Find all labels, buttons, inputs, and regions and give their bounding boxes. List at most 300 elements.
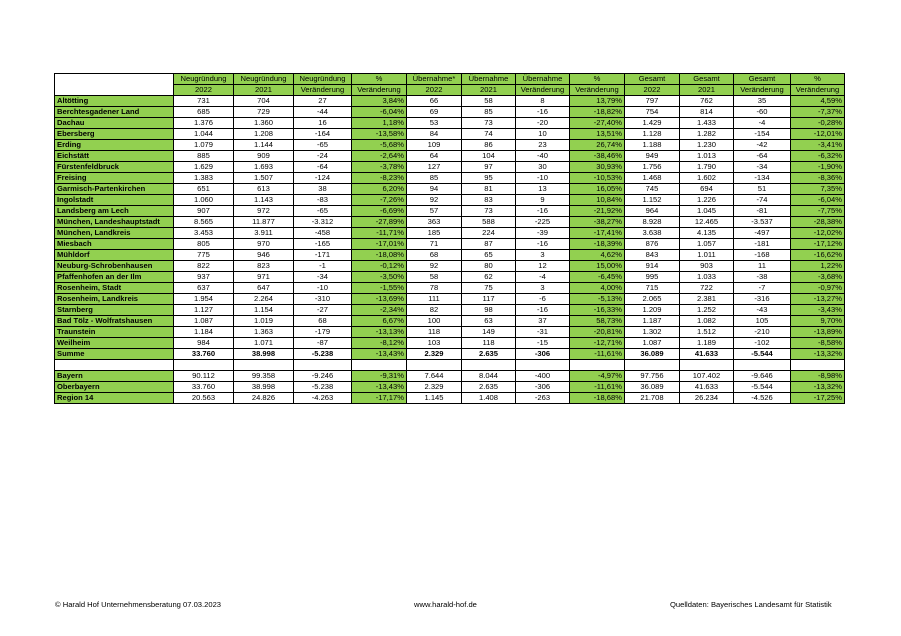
percent-cell: -16,62% [791,250,845,261]
value-cell: 63 [462,316,516,327]
value-cell: 13 [516,184,570,195]
percent-cell: -7,26% [352,195,407,206]
value-cell: -1 [294,261,352,272]
row-label: Altötting [55,96,174,107]
value-cell: 762 [680,96,734,107]
value-cell: 3 [516,283,570,294]
percent-cell: -20,81% [570,327,625,338]
value-cell: 972 [234,206,294,217]
empty-cell [294,360,352,371]
column-header: Übernahme* [407,74,462,85]
value-cell: 117 [462,294,516,305]
row-label: Dachau [55,118,174,129]
value-cell: 104 [462,151,516,162]
percent-cell: -13,27% [791,294,845,305]
value-cell: 100 [407,316,462,327]
value-cell: -15 [516,338,570,349]
sum-row [55,349,845,360]
percent-cell: -27,89% [352,217,407,228]
row-label: Freising [55,173,174,184]
value-cell: 885 [174,151,234,162]
table-row [55,96,845,107]
value-cell: 903 [680,261,734,272]
value-cell: -3.537 [734,217,791,228]
value-cell: 1.302 [625,327,680,338]
value-cell: 1.187 [625,316,680,327]
column-header: 2021 [234,85,294,96]
percent-cell: -13,32% [791,349,845,360]
column-header: % [570,74,625,85]
value-cell: -64 [294,162,352,173]
value-cell: 94 [407,184,462,195]
percent-cell: 1,22% [791,261,845,272]
value-cell: 647 [234,283,294,294]
empty-cell [462,360,516,371]
table-row [55,206,845,217]
value-cell: -20 [516,118,570,129]
value-cell: -4 [516,272,570,283]
percent-cell: 4,59% [791,96,845,107]
value-cell: 74 [462,129,516,140]
value-cell: -74 [734,195,791,206]
value-cell: 2.635 [462,349,516,360]
value-cell: 21.708 [625,393,680,404]
column-header: Veränderung [516,85,570,96]
summary-row [55,393,845,404]
value-cell: 909 [234,151,294,162]
empty-cell [516,360,570,371]
value-cell: 53 [407,118,462,129]
value-cell: 995 [625,272,680,283]
value-cell: 1.128 [625,129,680,140]
row-label: Landsberg am Lech [55,206,174,217]
value-cell: 1.693 [234,162,294,173]
column-header: Neugründung [234,74,294,85]
value-cell: 27 [294,96,352,107]
value-cell: 11.877 [234,217,294,228]
percent-cell: 6,67% [352,316,407,327]
column-header: Gesamt [734,74,791,85]
value-cell: -134 [734,173,791,184]
percent-cell: -0,28% [791,118,845,129]
value-cell: -316 [734,294,791,305]
column-header: % [791,74,845,85]
value-cell: 73 [462,118,516,129]
value-cell: 58 [407,272,462,283]
value-cell: 651 [174,184,234,195]
value-cell: 637 [174,283,234,294]
value-cell: 731 [174,96,234,107]
value-cell: 1.071 [234,338,294,349]
value-cell: 2.329 [407,382,462,393]
percent-cell: -18,39% [570,239,625,250]
column-header: 2021 [462,85,516,96]
percent-cell: 58,73% [570,316,625,327]
value-cell: 2.264 [234,294,294,305]
value-cell: -5.544 [734,382,791,393]
value-cell: 8.565 [174,217,234,228]
column-header: 2022 [407,85,462,96]
percent-cell: -13,89% [791,327,845,338]
value-cell: 1.188 [625,140,680,151]
value-cell: 118 [462,338,516,349]
table-row [55,184,845,195]
percent-cell: -17,01% [352,239,407,250]
row-label: Traunstein [55,327,174,338]
footer-source: Quelldaten: Bayerisches Landesamt für Statistik [670,600,832,609]
value-cell: 1.145 [407,393,462,404]
value-cell: -83 [294,195,352,206]
percent-cell: -38,27% [570,217,625,228]
value-cell: 224 [462,228,516,239]
percent-cell: -8,58% [791,338,845,349]
table-row [55,316,845,327]
table-row [55,217,845,228]
summary-row [55,371,845,382]
value-cell: 69 [407,107,462,118]
value-cell: 11 [734,261,791,272]
value-cell: 3 [516,250,570,261]
value-cell: 38 [294,184,352,195]
value-cell: 7.644 [407,371,462,382]
value-cell: -42 [734,140,791,151]
value-cell: 1.044 [174,129,234,140]
value-cell: 85 [462,107,516,118]
value-cell: 1.019 [234,316,294,327]
value-cell: -179 [294,327,352,338]
value-cell: 1.954 [174,294,234,305]
value-cell: 58 [462,96,516,107]
value-cell: -4 [734,118,791,129]
value-cell: 1.252 [680,305,734,316]
percent-cell: -17,25% [791,393,845,404]
value-cell: 8.044 [462,371,516,382]
value-cell: -165 [294,239,352,250]
percent-cell: -18,68% [570,393,625,404]
value-cell: 90.112 [174,371,234,382]
value-cell: 1.143 [234,195,294,206]
value-cell: -27 [294,305,352,316]
value-cell: 1.057 [680,239,734,250]
percent-cell: -1,55% [352,283,407,294]
value-cell: 1.045 [680,206,734,217]
column-header: Veränderung [570,85,625,96]
percent-cell: -12,02% [791,228,845,239]
percent-cell: -5,68% [352,140,407,151]
value-cell: 1.079 [174,140,234,151]
value-cell: 971 [234,272,294,283]
separator-row [55,360,845,371]
value-cell: -306 [516,382,570,393]
value-cell: 704 [234,96,294,107]
table-row [55,162,845,173]
percent-cell: -7,37% [791,107,845,118]
value-cell: -154 [734,129,791,140]
row-label: Garmisch-Partenkirchen [55,184,174,195]
value-cell: 65 [462,250,516,261]
value-cell: -168 [734,250,791,261]
value-cell: -43 [734,305,791,316]
column-header: Neugründung [294,74,352,85]
row-label: Rosenheim, Stadt [55,283,174,294]
value-cell: 41.633 [680,349,734,360]
percent-cell: 30,93% [570,162,625,173]
value-cell: 86 [462,140,516,151]
value-cell: 16 [294,118,352,129]
value-cell: -9.646 [734,371,791,382]
percent-cell: 4,62% [570,250,625,261]
percent-cell: 1,18% [352,118,407,129]
value-cell: -31 [516,327,570,338]
percent-cell: -8,98% [791,371,845,382]
percent-cell: -2,64% [352,151,407,162]
table-row [55,151,845,162]
footer-website: www.harald-hof.de [414,600,477,609]
value-cell: 814 [680,107,734,118]
value-cell: 694 [680,184,734,195]
value-cell: 35 [734,96,791,107]
value-cell: 71 [407,239,462,250]
percent-cell: -7,75% [791,206,845,217]
column-header: 2022 [174,85,234,96]
value-cell: 12.465 [680,217,734,228]
percent-cell: -13,43% [352,349,407,360]
value-cell: -310 [294,294,352,305]
percent-cell: -11,71% [352,228,407,239]
value-cell: 85 [407,173,462,184]
table-row [55,140,845,151]
value-cell: -102 [734,338,791,349]
value-cell: 36.089 [625,382,680,393]
value-cell: -164 [294,129,352,140]
table-row [55,195,845,206]
value-cell: 946 [234,250,294,261]
value-cell: 26.234 [680,393,734,404]
value-cell: 24.826 [234,393,294,404]
value-cell: -16 [516,107,570,118]
value-cell: -87 [294,338,352,349]
value-cell: 1.154 [234,305,294,316]
value-cell: -210 [734,327,791,338]
value-cell: -4.526 [734,393,791,404]
percent-cell: -17,12% [791,239,845,250]
value-cell: 1.184 [174,327,234,338]
percent-cell: -4,97% [570,371,625,382]
value-cell: 98 [462,305,516,316]
value-cell: 1.209 [625,305,680,316]
percent-cell: -6,45% [570,272,625,283]
value-cell: 68 [294,316,352,327]
row-label: Ebersberg [55,129,174,140]
value-cell: 103 [407,338,462,349]
empty-cell [407,360,462,371]
column-header: Veränderung [734,85,791,96]
value-cell: 937 [174,272,234,283]
percent-cell: -17,17% [352,393,407,404]
value-cell: -16 [516,206,570,217]
empty-cell [55,360,174,371]
percent-cell: -8,23% [352,173,407,184]
value-cell: 964 [625,206,680,217]
percent-cell: 15,00% [570,261,625,272]
row-label: Eichstätt [55,151,174,162]
percent-cell: -2,34% [352,305,407,316]
value-cell: 38.998 [234,349,294,360]
summary-row [55,382,845,393]
row-label: Weilheim [55,338,174,349]
value-cell: -181 [734,239,791,250]
column-header: Veränderung [294,85,352,96]
value-cell: 876 [625,239,680,250]
percent-cell: -17,41% [570,228,625,239]
value-cell: 1.189 [680,338,734,349]
value-cell: 23 [516,140,570,151]
percent-cell: 9,70% [791,316,845,327]
value-cell: -225 [516,217,570,228]
value-cell: -4.263 [294,393,352,404]
value-cell: 715 [625,283,680,294]
percent-cell: -10,53% [570,173,625,184]
value-cell: -65 [294,206,352,217]
table-row [55,294,845,305]
table-row [55,129,845,140]
empty-cell [174,360,234,371]
header-corner-cell [55,85,174,96]
value-cell: 36.089 [625,349,680,360]
row-label: Miesbach [55,239,174,250]
value-cell: 30 [516,162,570,173]
empty-cell [234,360,294,371]
value-cell: 12 [516,261,570,272]
percent-cell: -6,69% [352,206,407,217]
value-cell: 1.208 [234,129,294,140]
percent-cell: -6,04% [791,195,845,206]
row-label: Ingolstadt [55,195,174,206]
percent-cell: -16,33% [570,305,625,316]
value-cell: -497 [734,228,791,239]
value-cell: -24 [294,151,352,162]
value-cell: 822 [174,261,234,272]
value-cell: -124 [294,173,352,184]
percent-cell: -8,12% [352,338,407,349]
percent-cell: -13,58% [352,129,407,140]
value-cell: 775 [174,250,234,261]
value-cell: 9 [516,195,570,206]
value-cell: 68 [407,250,462,261]
value-cell: -5.544 [734,349,791,360]
percent-cell: -0,97% [791,283,845,294]
value-cell: 1.512 [680,327,734,338]
value-cell: 107.402 [680,371,734,382]
percent-cell: -27,40% [570,118,625,129]
value-cell: 685 [174,107,234,118]
percent-cell: 16,05% [570,184,625,195]
percent-cell: -13,69% [352,294,407,305]
value-cell: 1.468 [625,173,680,184]
percent-cell: -13,43% [352,382,407,393]
value-cell: 73 [462,206,516,217]
value-cell: 970 [234,239,294,250]
value-cell: 1.408 [462,393,516,404]
header-corner-cell [55,74,174,85]
percent-cell: -3,50% [352,272,407,283]
percent-cell: 13,51% [570,129,625,140]
value-cell: 823 [234,261,294,272]
value-cell: 4.135 [680,228,734,239]
statistics-table [54,73,845,404]
value-cell: 1.363 [234,327,294,338]
percent-cell: -0,12% [352,261,407,272]
value-cell: -39 [516,228,570,239]
value-cell: 754 [625,107,680,118]
header-row [55,85,845,96]
percent-cell: -12,01% [791,129,845,140]
row-label: München, Landeshauptstadt [55,217,174,228]
value-cell: 613 [234,184,294,195]
column-header: 2022 [625,85,680,96]
column-header: % [352,74,407,85]
value-cell: 2.381 [680,294,734,305]
value-cell: 1.507 [234,173,294,184]
value-cell: 95 [462,173,516,184]
value-cell: 92 [407,261,462,272]
value-cell: 82 [407,305,462,316]
percent-cell: -13,32% [791,382,845,393]
value-cell: 62 [462,272,516,283]
percent-cell: 3,84% [352,96,407,107]
column-header: Übernahme [516,74,570,85]
value-cell: 722 [680,283,734,294]
row-label: Mühldorf [55,250,174,261]
table-row [55,305,845,316]
value-cell: 3.911 [234,228,294,239]
row-label: Region 14 [55,393,174,404]
column-header: Gesamt [680,74,734,85]
value-cell: 1.602 [680,173,734,184]
row-label: Rosenheim, Landkreis [55,294,174,305]
value-cell: 843 [625,250,680,261]
value-cell: 97 [462,162,516,173]
value-cell: 1.127 [174,305,234,316]
footer-copyright: © Harald Hof Unternehmensberatung 07.03.2023 [55,600,222,609]
percent-cell: 26,74% [570,140,625,151]
value-cell: 1.756 [625,162,680,173]
column-header: Übernahme [462,74,516,85]
value-cell: 914 [625,261,680,272]
value-cell: 1.060 [174,195,234,206]
value-cell: 1.082 [680,316,734,327]
percent-cell: -3,68% [791,272,845,283]
value-cell: 127 [407,162,462,173]
row-label: Fürstenfeldbruck [55,162,174,173]
value-cell: -64 [734,151,791,162]
table-row [55,228,845,239]
percent-cell: -21,92% [570,206,625,217]
value-cell: 66 [407,96,462,107]
percent-cell: -3,78% [352,162,407,173]
percent-cell: -5,13% [570,294,625,305]
table-row [55,107,845,118]
table-row [55,118,845,129]
value-cell: 1.033 [680,272,734,283]
row-label: Bad Tölz - Wolfratshausen [55,316,174,327]
value-cell: 33.760 [174,349,234,360]
percent-cell: -8,36% [791,173,845,184]
value-cell: 797 [625,96,680,107]
column-header: Veränderung [791,85,845,96]
empty-cell [791,360,845,371]
value-cell: 907 [174,206,234,217]
